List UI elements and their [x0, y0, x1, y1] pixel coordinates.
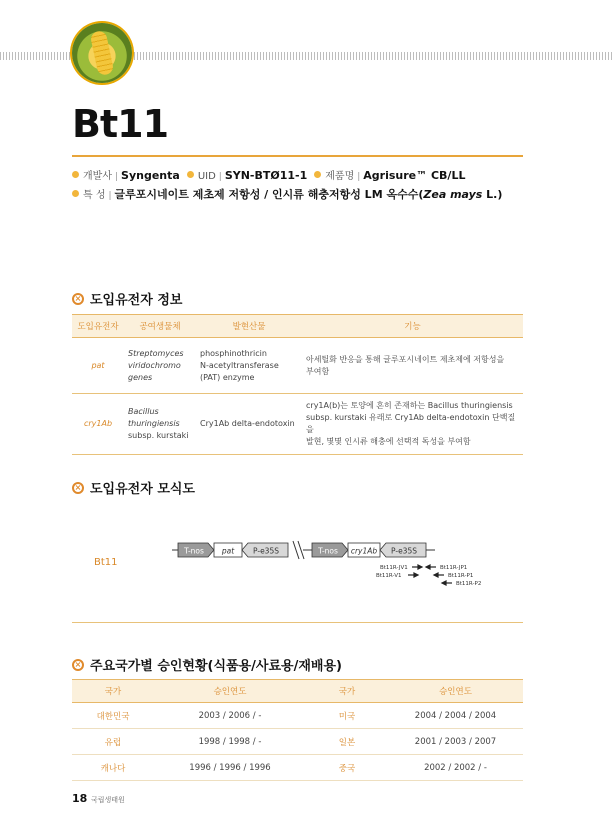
uid-value: SYN-BTØ11-1	[224, 169, 308, 182]
trait-label: 특 성	[83, 190, 106, 201]
table-row: 대한민국 2003 / 2006 / - 미국 2004 / 2004 / 2004	[72, 703, 523, 729]
donor: Bacillus thuringiensis subsp. kurstaki	[124, 394, 196, 455]
corn-image	[72, 23, 132, 83]
trait-text: 글루포시네이트 제초제 저항성 / 인시류 해충저항성 LM 옥수수(	[114, 188, 424, 201]
donor: Streptomyces viridochromo genes	[124, 338, 196, 394]
meta-line-1: 개발사 | Syngenta UID | SYN-BTØ11-1 제품명 | Agrisure™ CB/LL	[72, 167, 465, 182]
col-header: 발현산물	[196, 315, 302, 338]
product: phosphinothricin N-acetyltransferase (PAT) enzyme	[196, 338, 302, 394]
primer-labels-left	[376, 565, 408, 579]
primer-arrows-left	[408, 565, 422, 577]
col-header: 기능	[302, 315, 523, 338]
col-header: 국가	[306, 680, 388, 703]
col-header: 국가	[72, 680, 154, 703]
svg-text:P-e35S: P-e35S	[253, 546, 279, 556]
bullet-icon	[187, 171, 194, 178]
trait-suffix: L.)	[482, 188, 503, 201]
bullet-icon	[72, 190, 79, 197]
svg-text:T-nos: T-nos	[318, 546, 338, 556]
section-heading-gene-map: × 도입유전자 모식도	[72, 478, 195, 497]
product-value: Agrisure™ CB/LL	[363, 169, 466, 182]
svg-text:Bt11R-V1: Bt11R-V1	[376, 573, 402, 579]
section-heading-gene-info: × 도입유전자 정보	[72, 289, 182, 308]
trait-species: Zea mays	[423, 188, 483, 201]
dna-icon: ×	[72, 659, 84, 671]
developer-value: Syngenta	[121, 169, 180, 182]
svg-text:P-e35S: P-e35S	[391, 546, 417, 556]
gene-map-element	[312, 543, 348, 557]
section-heading-approval: × 주요국가별 승인현황(식품용/사료용/재배용)	[72, 655, 342, 674]
publisher: 국립생태원	[91, 796, 125, 804]
svg-text:Bt11R-JV1: Bt11R-JV1	[380, 565, 408, 571]
bullet-icon	[314, 171, 321, 178]
gene-map-element	[178, 543, 214, 557]
function: cry1A(b)는 토양에 흔히 존재하는 Bacillus thuringiensis subsp. kurstaki 유래로 Cry1Ab delta-endotoxin 단백질을 발현, 몇몇 인시류 해충에 선택적 독성을 부여함	[302, 394, 523, 455]
table-row: 유럽 1998 / 1998 / - 일본 2001 / 2003 / 2007	[72, 729, 523, 755]
col-header: 공여생물체	[124, 315, 196, 338]
header-tick-bar-right	[134, 52, 613, 60]
event-label: Bt11	[94, 557, 118, 568]
svg-text:pat: pat	[221, 546, 235, 556]
uid-label: UID	[197, 171, 216, 182]
section-divider	[72, 622, 523, 623]
gene-map-element	[214, 543, 242, 557]
gene-map-diagram	[160, 536, 500, 596]
gene-map-element	[348, 543, 380, 557]
table-row	[72, 338, 523, 394]
gene-map-element	[242, 543, 288, 557]
page-title: Bt11	[72, 102, 169, 146]
svg-text:T-nos: T-nos	[184, 546, 204, 556]
dna-icon: ×	[72, 293, 84, 305]
col-header: 승인연도	[154, 680, 306, 703]
product: Cry1Ab delta-endotoxin	[196, 394, 302, 455]
function: 아세틸화 반응을 통해 글루포시네이트 제초제에 저항성을 부여함	[302, 338, 523, 394]
gene-name: cry1Ab	[72, 394, 124, 455]
break-mark	[293, 541, 304, 559]
dna-icon: ×	[72, 482, 84, 494]
title-divider	[72, 155, 523, 157]
col-header: 승인연도	[388, 680, 523, 703]
meta-line-2: 특 성 | 글루포시네이트 제초제 저항성 / 인시류 해충저항성 LM 옥수수(Zea mays L.)	[72, 186, 502, 202]
developer-label: 개발사	[83, 171, 112, 182]
product-label: 제품명	[325, 171, 355, 182]
table-row	[72, 394, 523, 455]
svg-text:Bt11R-P2: Bt11R-P2	[456, 581, 482, 587]
header-tick-bar-left	[0, 52, 72, 60]
gene-map-element	[380, 543, 426, 557]
col-header: 도입유전자	[72, 315, 124, 338]
svg-text:Bt11R-P1: Bt11R-P1	[448, 573, 474, 579]
gene-info-table	[72, 314, 523, 455]
approval-table	[72, 679, 523, 781]
table-row: 캐나다 1996 / 1996 / 1996 중국 2002 / 2002 / -	[72, 755, 523, 781]
page-number: 18	[72, 792, 88, 805]
bullet-icon	[72, 171, 79, 178]
svg-text:cry1Ab: cry1Ab	[350, 546, 378, 556]
gene-name: pat	[72, 338, 124, 394]
svg-text:Bt11R-JP1: Bt11R-JP1	[440, 565, 468, 571]
